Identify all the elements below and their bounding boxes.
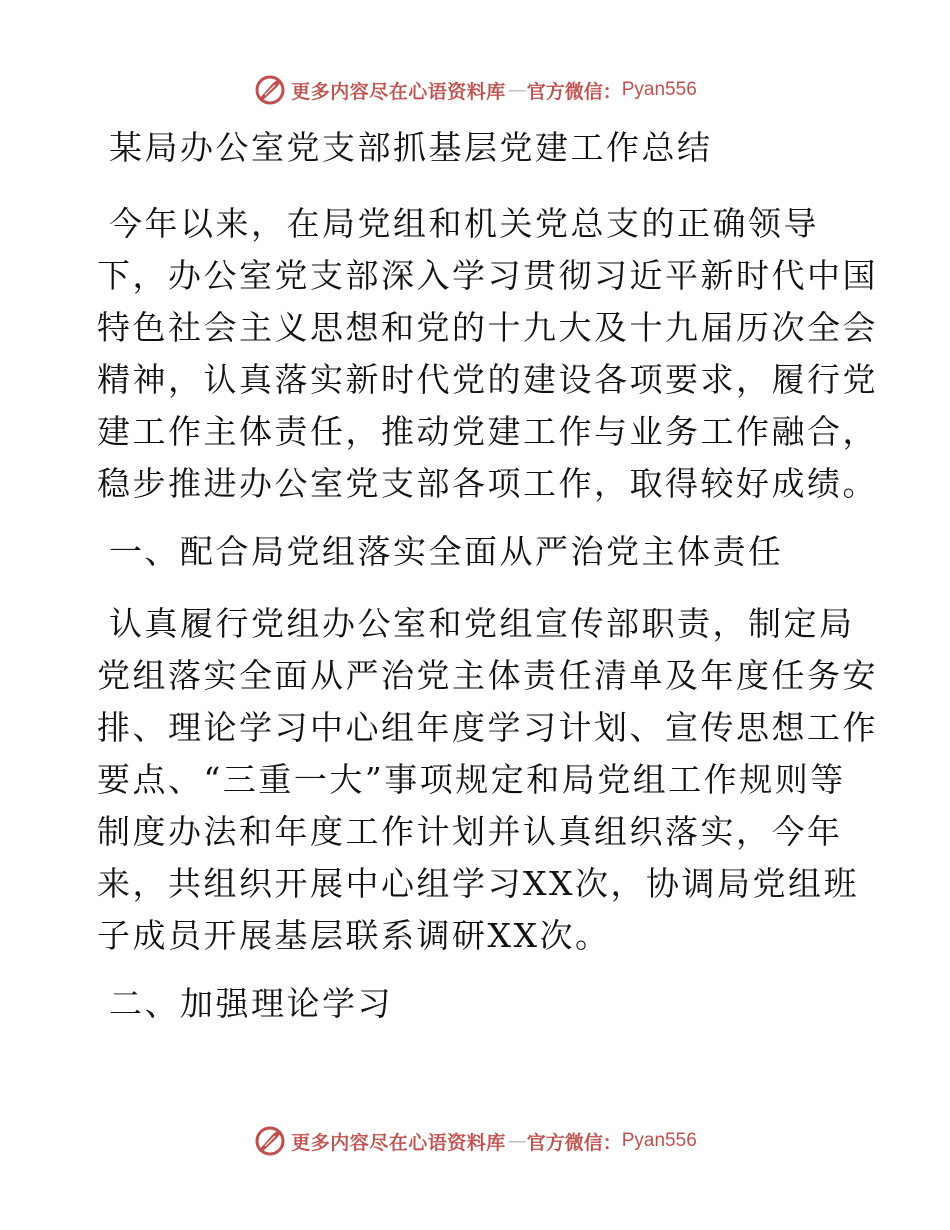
paragraph-line: 来，共组织开展中心组学习XX次，协调局党组班 bbox=[97, 864, 859, 903]
paragraph-line: 今年以来，在局党组和机关党总支的正确领导 bbox=[109, 204, 819, 243]
banner-separator: — bbox=[507, 79, 525, 101]
paragraph-line: 精神，认真落实新时代党的建设各项要求，履行党 bbox=[97, 360, 878, 399]
banner-wechat-id: Pyan556 bbox=[621, 1130, 697, 1151]
section-heading-1: 一、配合局党组落实全面从严治党主体责任 bbox=[109, 532, 784, 571]
feather-pen-logo-icon bbox=[253, 73, 287, 107]
feather-pen-logo-icon bbox=[253, 1124, 287, 1158]
banner-wechat-label: 官方微信： bbox=[526, 80, 622, 103]
paragraph-line: 下，办公室党支部深入学习贯彻习近平新时代中国 bbox=[97, 256, 878, 295]
paragraph-line: 制度办法和年度工作计划并认真组织落实，今年 bbox=[97, 812, 843, 851]
intro-paragraph bbox=[97, 198, 878, 510]
paragraph-line: 排、理论学习中心组年度学习计划、宣传思想工作 bbox=[97, 708, 878, 747]
banner-wechat-id: Pyan556 bbox=[621, 79, 697, 100]
paragraph-line: 要点、“三重一大”事项规定和局党组工作规则等 bbox=[97, 760, 846, 799]
document-title: 某局办公室党支部抓基层党建工作总结 bbox=[109, 128, 713, 167]
section-1-paragraph bbox=[97, 598, 878, 962]
banner-text: 更多内容尽在心语资料库 bbox=[291, 80, 506, 103]
header-watermark-banner bbox=[0, 70, 950, 110]
paragraph-line: 子成员开展基层联系调研XX次。 bbox=[97, 916, 611, 955]
banner-wechat-label: 官方微信： bbox=[526, 1131, 622, 1154]
paragraph-line: 建工作主体责任，推动党建工作与业务工作融合， bbox=[97, 412, 878, 451]
banner-text: 更多内容尽在心语资料库 bbox=[291, 1131, 506, 1154]
paragraph-line: 认真履行党组办公室和党组宣传部职责，制定局 bbox=[109, 604, 855, 643]
paragraph-line: 党组落实全面从严治党主体责任清单及年度任务安 bbox=[97, 656, 878, 695]
section-heading-2: 二、加强理论学习 bbox=[109, 984, 393, 1023]
paragraph-line: 特色社会主义思想和党的十九大及十九届历次全会 bbox=[97, 308, 878, 347]
paragraph-line: 稳步推进办公室党支部各项工作，取得较好成绩。 bbox=[97, 464, 878, 503]
footer-watermark-banner bbox=[0, 1121, 950, 1161]
document-body bbox=[97, 122, 878, 1050]
banner-separator: — bbox=[507, 1130, 525, 1152]
